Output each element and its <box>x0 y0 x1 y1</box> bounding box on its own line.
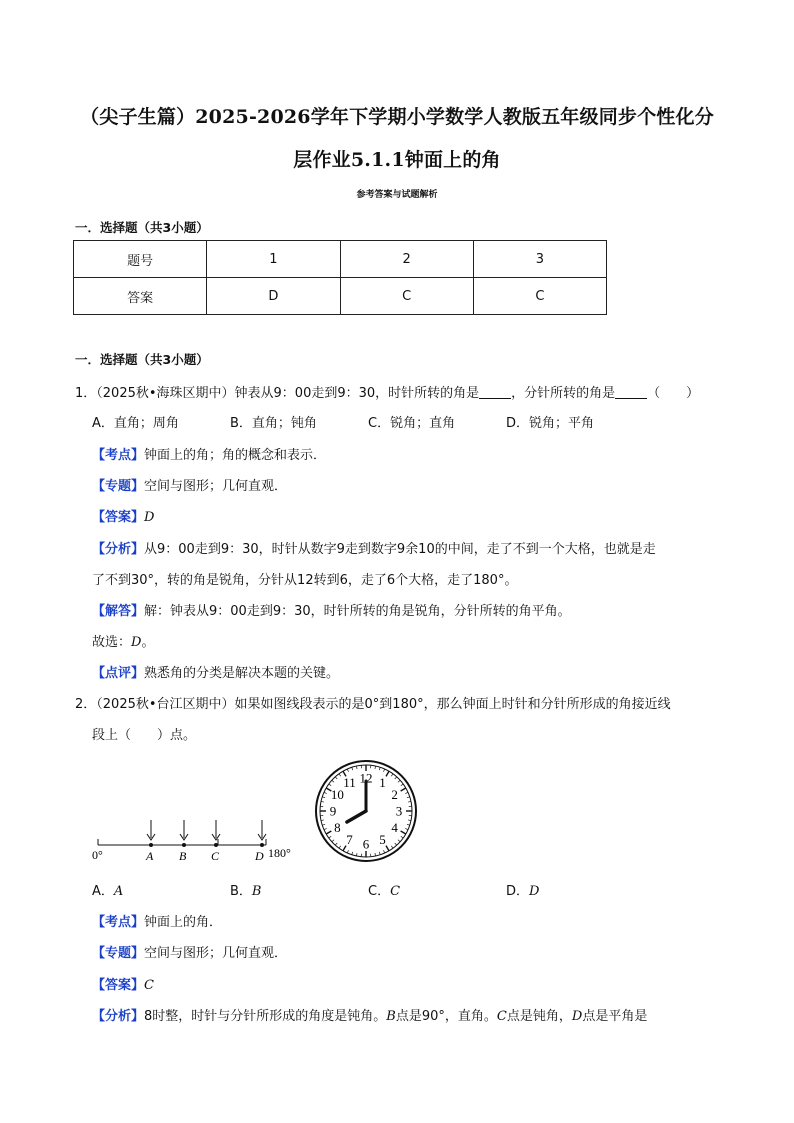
clock-major-tick <box>401 831 406 834</box>
clock-minor-tick <box>332 780 334 782</box>
clock-minor-tick <box>356 766 357 769</box>
title-line-2: 层作业5.1.1钟面上的角 <box>293 149 501 171</box>
table-cell: 题号 <box>74 241 207 278</box>
clock-number: 1 <box>379 774 386 790</box>
q1-option-a: A．直角；周角 <box>92 416 179 431</box>
clock-major-tick <box>386 771 389 776</box>
answer-blank <box>615 386 647 399</box>
q1-fenxi-text: 从9：00走到9：30，时针从数字9走到数字9余10的中间，走了不到一个大格，也就是走 <box>144 542 656 557</box>
table-cell: 答案 <box>74 278 207 315</box>
clock-minor-tick <box>324 828 327 829</box>
label-tag: 【专题】 <box>92 479 145 494</box>
clock-minor-tick <box>321 820 324 821</box>
angle-number-line <box>90 810 305 865</box>
clock-number: 9 <box>329 803 337 819</box>
q1-fenxi-2: 了不到30°，转的角是锐角，分针从12转到6，走了6个大格，走了180°。 <box>92 573 518 588</box>
clock-number: 4 <box>391 820 398 835</box>
q2-option-d <box>506 880 644 899</box>
q2-stem-1: 2．（2025秋•台江区期中）如果如图线段表示的是0°到180°，那么钟面上时针和分针所形成的角接近线 <box>75 697 671 712</box>
label-tag: 【答案】 <box>92 978 145 993</box>
clock-minor-tick <box>398 840 400 842</box>
q2-fenxi-point: D <box>571 1009 583 1024</box>
table-cell: D <box>207 278 340 315</box>
clock-number: 5 <box>379 832 386 848</box>
clock-minor-tick <box>407 824 410 825</box>
q2-option-a <box>92 880 230 899</box>
point-a <box>145 820 155 863</box>
table-cell: 2 <box>340 241 473 278</box>
clock-minor-tick <box>329 784 331 786</box>
hour-hand <box>347 811 366 822</box>
q2-option-c <box>368 880 506 899</box>
clock-number: 8 <box>334 820 341 835</box>
label-tag: 【考点】 <box>92 915 145 930</box>
q1-jieda <box>92 600 571 619</box>
q2-fenxi-point: B <box>386 1009 396 1024</box>
q1-stem <box>75 382 699 401</box>
q2-fenxi <box>92 1005 647 1024</box>
option-prefix: C． <box>368 884 391 899</box>
clock-minor-tick <box>321 801 324 802</box>
clock-minor-tick <box>339 846 341 848</box>
q2-option-b <box>230 880 368 899</box>
q2-stem-2: 段上（ ）点。 <box>92 728 197 743</box>
clock-minor-tick <box>383 850 384 853</box>
q1-option-c: C．锐角；直角 <box>368 416 456 431</box>
clock-face <box>308 758 424 864</box>
clock-minor-tick <box>356 853 357 856</box>
answer-table <box>73 240 607 315</box>
q1-guxuan-text: 故选： <box>92 635 132 650</box>
q2-fenxi-text: 点是平角是 <box>582 1009 648 1024</box>
table-cell: 3 <box>473 241 606 278</box>
q2-fenxi-text: 点是钝角， <box>506 1009 572 1024</box>
q1-fenxi-1 <box>92 538 656 557</box>
clock-minor-tick <box>347 769 348 772</box>
clock-minor-tick <box>405 792 408 793</box>
q1-option-b: B．直角；钝角 <box>230 416 317 431</box>
clock-minor-tick <box>391 774 393 776</box>
label-end: 180° <box>268 846 291 860</box>
q1-answer-value: D <box>144 510 155 525</box>
point-c <box>211 820 220 863</box>
clock-number: 12 <box>359 770 373 786</box>
q2-kaodian-text: 钟面上的角． <box>144 915 223 930</box>
option-value: C <box>390 884 401 899</box>
q1-dianping <box>92 662 339 681</box>
q1-guxuan-value: D <box>131 635 142 650</box>
section-heading-2: 一．选择题（共3小题） <box>75 352 209 367</box>
table-cell: C <box>340 278 473 315</box>
q1-daan <box>92 506 154 525</box>
q2-zhuanti <box>92 942 287 961</box>
q2-answer-value: C <box>144 978 154 993</box>
q1-stem-part: （ ） <box>647 386 700 401</box>
q1-kaodian-text: 钟面上的角；角的概念和表示． <box>144 448 327 463</box>
point-d <box>254 820 266 863</box>
label-tag: 【答案】 <box>92 510 145 525</box>
clock-minor-tick <box>398 780 400 782</box>
table-row <box>74 278 607 315</box>
clock-minor-tick <box>401 836 403 838</box>
clock-minor-tick <box>379 852 380 855</box>
point-dot <box>260 843 264 847</box>
q1-zhuanti-text: 空间与图形；几何直观． <box>144 479 288 494</box>
clock-minor-tick <box>322 797 325 798</box>
option-value: A <box>113 884 124 899</box>
clock-minor-tick <box>324 792 327 793</box>
point-label: C <box>211 849 220 863</box>
label-start: 0° <box>92 848 103 862</box>
option-prefix: A． <box>92 884 114 899</box>
point-label: D <box>255 849 264 863</box>
option-value: D <box>529 884 540 899</box>
table-row <box>74 241 607 278</box>
q1-guxuan-text: 。 <box>141 635 155 650</box>
q1-stem-part: ，分针所转的角是 <box>511 386 616 401</box>
clock-minor-tick <box>335 777 337 779</box>
q2-kaodian <box>92 911 222 930</box>
clock-minor-tick <box>375 766 376 769</box>
clock-major-tick <box>401 788 406 791</box>
answer-blank <box>479 386 511 399</box>
clock-minor-tick <box>408 820 411 821</box>
table-cell: 1 <box>207 241 340 278</box>
clock-minor-tick <box>332 840 334 842</box>
clock-minor-tick <box>405 828 408 829</box>
clock-minor-tick <box>339 774 341 776</box>
q1-options <box>92 412 644 431</box>
label-tag: 【专题】 <box>92 946 145 961</box>
clock-minor-tick <box>335 843 337 845</box>
clock-minor-tick <box>407 797 410 798</box>
point-dot <box>182 843 186 847</box>
label-tag: 【点评】 <box>92 666 145 681</box>
clock-number: 7 <box>346 832 353 848</box>
point-label: A <box>146 849 154 863</box>
q1-stem-part: 1．（2025秋•海珠区期中）钟表从9：00走到9：30，时针所转的角是 <box>75 386 480 401</box>
clock-minor-tick <box>408 801 411 802</box>
q1-zhuanti <box>92 475 287 494</box>
label-tag: 【考点】 <box>92 448 145 463</box>
q2-fenxi-point: C <box>496 1009 507 1024</box>
clock-number: 3 <box>395 803 403 819</box>
clock-minor-tick <box>391 846 393 848</box>
clock-minor-tick <box>401 784 403 786</box>
option-prefix: B． <box>230 884 252 899</box>
clock-minor-tick <box>383 769 384 772</box>
label-tag: 【解答】 <box>92 604 145 619</box>
q2-daan <box>92 974 154 993</box>
option-value: B <box>251 884 262 899</box>
q2-zhuanti-text: 空间与图形；几何直观． <box>144 946 288 961</box>
q1-guxuan <box>92 631 154 650</box>
point-label: B <box>179 849 187 863</box>
title-line-1: （尖子生篇）2025-2026学年下学期小学数学人教版五年级同步个性化分 <box>80 106 714 128</box>
q1-jieda-text: 解：钟表从9：00走到9：30，时针所转的角是锐角，分针所转的角平角。 <box>144 604 571 619</box>
label-tag: 【分析】 <box>92 542 145 557</box>
clock-minor-tick <box>347 850 348 853</box>
q1-kaodian <box>92 444 326 463</box>
clock-number: 6 <box>362 836 370 852</box>
label-tag: 【分析】 <box>92 1009 145 1024</box>
point-dot <box>214 843 218 847</box>
clock-minor-tick <box>352 767 353 770</box>
clock-major-tick <box>326 831 331 834</box>
point-b <box>179 820 188 863</box>
q1-option-d: D．锐角；平角 <box>506 416 595 431</box>
clock-minor-tick <box>352 852 353 855</box>
table-cell: C <box>473 278 606 315</box>
section-heading-1: 一．选择题（共3小题） <box>75 220 209 235</box>
clock-minor-tick <box>375 853 376 856</box>
clock-number: 10 <box>330 787 344 802</box>
q2-fenxi-text: 8时整，时针与分针所形成的角度是钝角。 <box>144 1009 387 1024</box>
q2-options <box>92 880 644 899</box>
q2-fenxi-text: 点是90°，直角。 <box>395 1009 497 1024</box>
clock-number: 11 <box>343 774 356 790</box>
subtitle: 参考答案与试题解析 <box>356 190 438 200</box>
point-dot <box>149 843 153 847</box>
clock-minor-tick <box>395 777 397 779</box>
q1-dianping-text: 熟悉角的分类是解决本题的关键。 <box>144 666 340 681</box>
clock-major-tick <box>386 846 389 851</box>
clock-minor-tick <box>329 836 331 838</box>
clock-number: 2 <box>391 787 398 802</box>
clock-minor-tick <box>379 767 380 770</box>
clock-minor-tick <box>395 843 397 845</box>
option-prefix: D． <box>506 884 530 899</box>
clock-minor-tick <box>322 824 325 825</box>
